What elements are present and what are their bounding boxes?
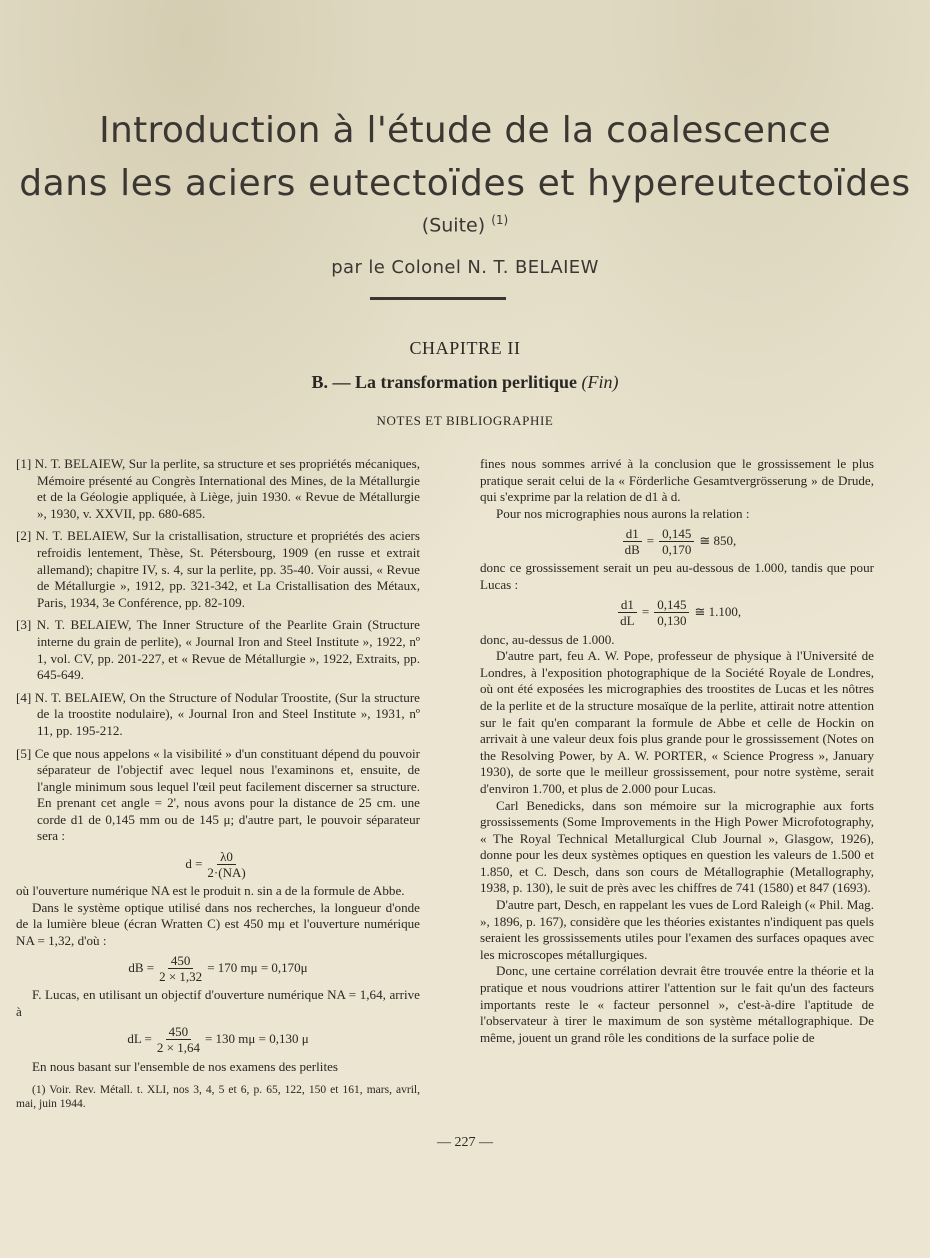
- eq4-numerator-2: 0,145: [659, 526, 694, 542]
- footnote: (1) Voir. Rev. Métall. t. XLI, nos 3, 4, 5 et 6, p. 65, 122, 150 et 161, mars, avril, mai, juin 1944.: [16, 1084, 420, 1111]
- right-column: [480, 456, 874, 1046]
- author-line: par le Colonel N. T. BELAIEW: [331, 257, 599, 278]
- eq5-rhs: ≅ 1.100,: [694, 604, 742, 620]
- eq2-numerator: 450: [168, 953, 194, 969]
- reference-1: [1] N. T. BELAIEW, Sur la perlite, sa structure et ses propriétés mécaniques, Mémoire présenté au Congrès International des Mines, de la Métallurgie et de la Géologie appliquée, à Liège, juin 1930. « Revue de Métallurgie », 1930, v. XXVII, pp. 680-685.: [16, 456, 420, 521]
- eq5-equals: =: [641, 604, 650, 620]
- suite-footnote-marker: (1): [491, 213, 509, 227]
- suite-label: [0, 213, 930, 236]
- reference-4: [4] N. T. BELAIEW, On the Structure of Nodular Troostite, (Sur la structure de la troostite nodulaire), « Journal Iron and Steel Institute », 1931, nº 11, pp. 195-212.: [16, 689, 420, 738]
- paragraph-benedicks: Carl Benedicks, dans son mémoire sur la micrographie aux forts grossissements (Some Improvements in the High Power Microfotography, « The Royal Technical Metallurgical Club Journal », Glasgow, 1926), donne pour les deux systèmes optiques en question les valeurs de 1.500 et 1.850, et C. Desch, dans son cours de Métallographie (Metallography, 1938, p. 130), le suit de près avec les chiffres de 741 (1580) et 847 (1693).: [480, 797, 874, 896]
- equation-db: [16, 949, 420, 987]
- equation-ratio-dl: [480, 594, 874, 632]
- eq1-lhs: d =: [185, 855, 203, 871]
- notes-heading: NOTES ET BIBLIOGRAPHIE: [376, 413, 554, 428]
- eq4-denominator-2: 0,170: [662, 541, 692, 557]
- paragraph-desch: D'autre part, Desch, en rappelant les vues de Lord Raleigh (« Phil. Mag. », 1896, p. 167), considère que les théories existantes n'indiquent pas quels seraient les grossissements utiles pour l'examen des surfaces opaques avec les microscopes métallurgiques.: [480, 897, 874, 962]
- paragraph-wratten: Dans le système optique utilisé dans nos recherches, la longueur d'onde de la lumière bleue (écran Wratten C) est 450 mμ et l'ouverture numérique NA = 1,32, d'où :: [16, 899, 420, 948]
- eq4-numerator: d1: [623, 526, 642, 542]
- paragraph-ensemble: En nous basant sur l'ensemble de nos examens des perlites: [32, 1058, 338, 1074]
- eq3-rhs: = 130 mμ = 0,130 μ: [204, 1031, 309, 1047]
- eq3-fraction: [157, 1024, 200, 1055]
- section-heading: [0, 372, 930, 393]
- title-line-1: Introduction à l'étude de la coalescence: [99, 110, 831, 151]
- eq2-lhs: dB =: [128, 960, 155, 976]
- eq2-denominator: 2 × 1,32: [159, 968, 203, 984]
- eq1-fraction: [207, 849, 245, 880]
- reference-2: [2] N. T. BELAIEW, Sur la cristallisation, structure et propriétés des aciers refroidis lentement, Thèse, St. Pétersbourg, 1909 (en russe et extrait allemand); chapitre IV, s. 4, sur la perlite, pp. 35-40. Voir aussi, « Revue de Métallurgie », 1912, pp. 321-342, et La Cristallisation des Métaux, Paris, 1934, 3e Conférence, pp. 82-109.: [16, 528, 420, 610]
- paragraph-correlation: Donc, une certaine corrélation devrait être trouvée entre la théorie et la pratique et nous voudrions attirer l'attention sur le fait qu'un des facteurs importants reste le « facteur personnel », c'est-à-dire l'aptitude de l'observateur à tirer le maximum de son système métallographique. De même, jouent un grand rôle les conditions de la surface polie de: [480, 963, 874, 1045]
- title-rule: [370, 297, 506, 300]
- eq5-fraction-left: [618, 597, 637, 628]
- section-title: B. — La transformation perlitique: [311, 372, 577, 392]
- equation-ratio-db: [480, 522, 874, 560]
- eq1-numerator: λ0: [217, 849, 236, 865]
- suite-text: (Suite): [421, 214, 486, 237]
- paragraph-pope: D'autre part, feu A. W. Pope, professeur de physique à l'Université de Londres, à l'exposition photographique de la Société Royale de Londres, où ont été exposées les micrographies des troostites de Lucas et les nôtres de la perlite et de la structure mosaïque de la perlite, attirait notre attention sur le fait qu'en comparant la formule de Abbe et celle de Hockin on arrivait à une valeur deux fois plus grande pour le grossissement (Notes on the Resolving Power, by A. W. PORTER, « Science Progress », January 1930), de sorte que le meilleur grossissement, pour notre système, serait d'environ 1.700, et plus de 2.000 pour Lucas.: [480, 648, 874, 796]
- paragraph-relation: Pour nos micrographies nous aurons la relation :: [496, 505, 750, 521]
- left-column: [16, 456, 420, 1111]
- eq2-rhs: = 170 mμ = 0,170μ: [207, 960, 308, 976]
- reference-3: [3] N. T. BELAIEW, The Inner Structure of the Pearlite Grain (Structure interne du grain de perlite), « Journal Iron and Steel Institute », 1922, nº 1, vol. CV, pp. 201-227, et « Revue de Métallurgie », 1922, Extraits, pp. 645-649.: [16, 617, 420, 683]
- paragraph-lucas: F. Lucas, en utilisant un objectif d'ouverture numérique NA = 1,64, arrive à: [16, 987, 420, 1020]
- title-line-2: dans les aciers eutectoïdes et hypereutectoïdes: [19, 163, 911, 204]
- paragraph-na: où l'ouverture numérique NA est le produit n. sin a de la formule de Abbe.: [16, 883, 405, 899]
- eq5-fraction-right: [654, 597, 689, 628]
- equation-resolving-power: [16, 845, 420, 883]
- eq3-numerator: 450: [166, 1024, 192, 1040]
- eq4-fraction-right: [659, 526, 694, 557]
- eq5-numerator-2: 0,145: [654, 597, 689, 613]
- eq5-denominator: dL: [620, 613, 635, 629]
- eq4-denominator: dB: [624, 541, 640, 557]
- eq4-fraction-left: [623, 526, 642, 557]
- eq5-denominator-2: 0,130: [657, 613, 687, 629]
- paragraph-au-dessus: donc, au-dessus de 1.000.: [480, 631, 615, 647]
- equation-dl: [16, 1021, 420, 1059]
- eq2-fraction: [159, 953, 202, 984]
- reference-5: [5] Ce que nous appelons « la visibilité » d'un constituant dépend du pouvoir séparateur de l'objectif avec lequel nous l'examinons et, ensuite, de l'angle minimum sous lequel l'œil peut facilement discerner sa structure. En prenant cet angle = 2', nous avons pour la distance de 25 cm. une corde d1 de 0,145 mm ou de 145 μ; d'autre part, le pouvoir séparateur sera :: [16, 745, 420, 844]
- page-number: — 227 —: [437, 1135, 493, 1150]
- chapter-heading: CHAPITRE II: [409, 338, 521, 358]
- eq4-equals: =: [646, 533, 655, 549]
- paragraph-drude: fines nous sommes arrivé à la conclusion que le grossissement le plus pratique serait celui de la « Förderliche Gesamtvergrösserung » de Drude, qui s'exprime par la relation de d1 à d.: [480, 456, 874, 505]
- section-fin: (Fin): [581, 372, 619, 392]
- eq1-denominator: 2·(NA): [207, 864, 246, 880]
- paragraph-grossissement: donc ce grossissement serait un peu au-dessous de 1.000, tandis que pour Lucas :: [480, 560, 874, 592]
- eq3-denominator: 2 × 1,64: [156, 1040, 200, 1056]
- eq4-rhs: ≅ 850,: [699, 533, 737, 549]
- eq3-lhs: dL =: [127, 1031, 152, 1047]
- eq5-numerator: d1: [618, 597, 637, 613]
